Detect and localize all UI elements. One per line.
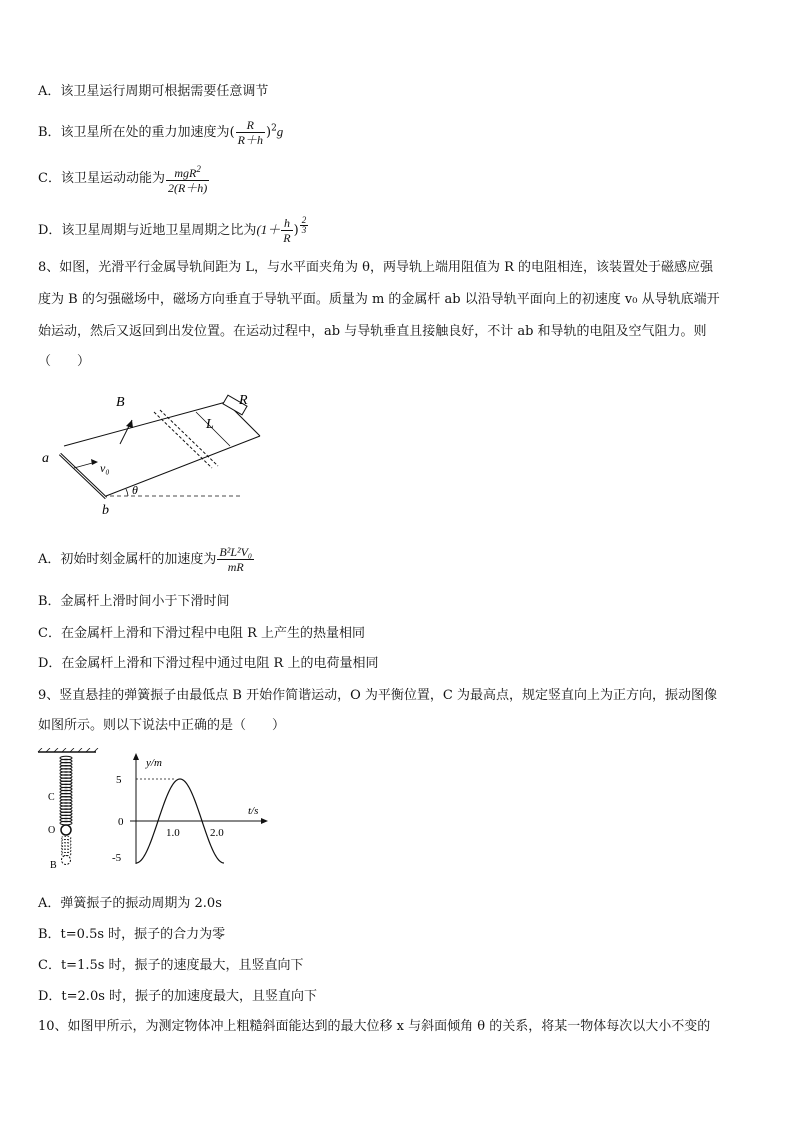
- q7-option-b-close: ): [265, 125, 272, 140]
- spring-label-b: B: [50, 860, 57, 871]
- x-tick-1: 1.0: [166, 827, 180, 839]
- q7-option-d: [38, 216, 309, 245]
- frac-numerator: [166, 162, 209, 180]
- y-tick-neg5: -5: [112, 852, 122, 864]
- q7-option-d-open: (1＋: [256, 222, 281, 237]
- q7-option-b-fraction: [236, 118, 265, 147]
- q9-option-a: A．弹簧振子的振动周期为 2.0s: [38, 896, 222, 911]
- q8-option-d: D．在金属杆上滑和下滑过程中通过电阻 R 上的电荷量相同: [38, 656, 379, 671]
- q8-stem-line-2: 度为 B 的匀强磁场中，磁场方向垂直于导轨平面。质量为 m 的金属杆 ab 以沿导轨平面向上的初速度 v₀ 从导轨底端开: [38, 292, 720, 307]
- q8-option-a-text: A．初始时刻金属杆的加速度为: [38, 552, 217, 567]
- mass-ball: [61, 825, 71, 835]
- q7-option-c-fraction: [166, 162, 209, 195]
- spring-coil-extended: [61, 836, 71, 855]
- rod-dashed-1: [154, 412, 212, 468]
- frac-denominator: R: [283, 231, 291, 245]
- q9-stem-line-2: 如图所示。则以下说法中正确的是（ ）: [38, 718, 286, 733]
- x-axis-label: t/s: [248, 805, 259, 817]
- y-axis-arrow-icon: [133, 753, 139, 760]
- q8-option-c: C．在金属杆上滑和下滑过程中电阻 R 上产生的热量相同: [38, 626, 365, 641]
- q8-stem-line-3: 始运动，然后又返回到出发位置。在运动过程中，ab 与导轨垂直且接触良好，不计 ab 和导轨的电阻及空气阻力。则: [38, 324, 707, 339]
- q7-option-b-open: (: [229, 125, 235, 140]
- q9-spring-diagram: [36, 748, 100, 874]
- exp-numerator: 2: [301, 215, 307, 225]
- q9-option-b: B．t=0.5s 时，振子的合力为零: [38, 927, 226, 942]
- q9-vibration-graph: [110, 752, 270, 870]
- q9-option-d: D．t=2.0s 时，振子的加速度最大，且竖直向下: [38, 989, 318, 1004]
- q7-option-b-exp: 2: [271, 123, 277, 134]
- label-v0: v₀: [100, 461, 110, 475]
- v0-arrow-icon: [91, 459, 98, 465]
- spring-label-o: O: [48, 825, 56, 836]
- frac-numerator: h: [283, 216, 290, 230]
- spring-turn-extended: [61, 843, 71, 846]
- label-width: L: [206, 417, 214, 432]
- spring-turn-extended: [61, 836, 71, 839]
- q10-stem-line-1: 10、如图甲所示，为测定物体冲上粗糙斜面能达到的最大位移 x 与斜面倾角 θ 的关系，将某一物体每次以大小不变的: [38, 1019, 711, 1034]
- y-tick-5: 5: [116, 774, 122, 786]
- mass-ball-lowest: [62, 856, 71, 865]
- label-b-field: B: [116, 395, 125, 410]
- q7-option-d-fraction: [281, 216, 292, 245]
- q7-option-d-close: ): [293, 223, 299, 238]
- b-field-arrow-icon: [126, 420, 133, 428]
- label-theta: θ: [132, 483, 138, 497]
- q9-stem-line-1: 9、竖直悬挂的弹簧振子由最低点 B 开始作简谐运动，O 为平衡位置，C 为最高点，规定竖直向上为正方向，振动图像: [38, 688, 717, 703]
- q7-option-a: A．该卫星运行周期可根据需要任意调节: [38, 84, 269, 99]
- rail-top-left: [64, 402, 226, 446]
- x-tick-2: 2.0: [210, 827, 224, 839]
- q7-option-c-text: C．该卫星运动动能为: [38, 171, 165, 186]
- q8-stem-line-1: 8、如图，光滑平行金属导轨间距为 L，与水平面夹角为 θ，两导轨上端用阻值为 R 的电阻相连，该装置处于磁感应强: [38, 260, 714, 275]
- spring-turn-extended: [61, 849, 71, 852]
- y-axis-label: y/m: [146, 757, 162, 769]
- label-a: a: [42, 451, 49, 466]
- frac-numerator: B²L²V₀: [219, 545, 253, 559]
- q8-option-a: [38, 545, 255, 574]
- spring-turn-extended: [61, 846, 71, 849]
- q9-option-c: C．t=1.5s 时，振子的速度最大，且竖直向下: [38, 958, 304, 973]
- angle-arc: [126, 489, 128, 496]
- spring-label-c: C: [48, 792, 55, 803]
- frac-denominator: mR: [217, 559, 254, 574]
- frac-denominator: 2(R＋h): [167, 181, 208, 195]
- q8-option-a-fraction: [217, 545, 254, 574]
- q7-option-b-g: g: [276, 124, 284, 139]
- y-tick-0: 0: [118, 816, 124, 828]
- spring-turn-extended: [61, 852, 71, 855]
- q8-option-b: B．金属杆上滑时间小于下滑时间: [38, 594, 230, 609]
- q7-option-b: [38, 118, 283, 147]
- frac-numerator-base: mgR: [174, 166, 197, 180]
- frac-numerator-exp: 2: [196, 164, 201, 174]
- x-axis-arrow-icon: [261, 818, 268, 824]
- label-b-end: b: [102, 503, 109, 518]
- q8-rail-diagram: [36, 388, 266, 518]
- q7-option-c: [38, 162, 210, 195]
- exp-denominator: 3: [301, 225, 307, 235]
- spring-coil: [60, 756, 72, 825]
- rail-bottom: [106, 436, 260, 496]
- q7-option-d-text: D．该卫星周期与近地卫星周期之比为: [38, 223, 257, 238]
- frac-numerator: R: [246, 118, 254, 132]
- q7-option-b-text: B．该卫星所在处的重力加速度为: [38, 125, 230, 140]
- label-resistor: R: [239, 393, 248, 408]
- q8-stem-line-4: （ ）: [38, 354, 91, 369]
- frac-denominator: R＋h: [237, 133, 263, 147]
- q7-option-d-exponent: [300, 216, 309, 235]
- spring-turn-extended: [61, 840, 71, 843]
